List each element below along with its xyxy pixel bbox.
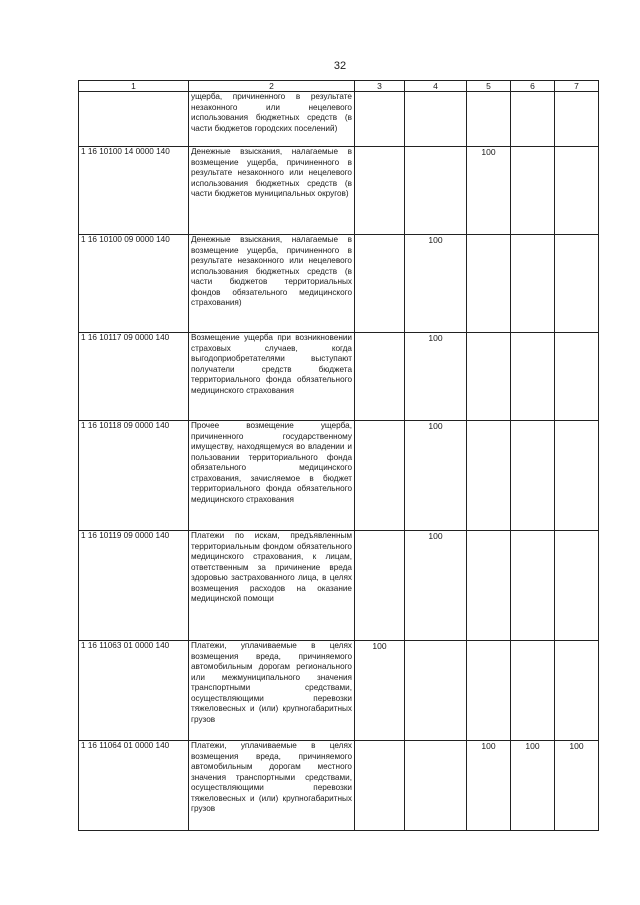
value-cell-col4: 100	[405, 531, 467, 641]
value-cell-col3	[355, 147, 405, 235]
budget-code-cell: 1 16 10119 09 0000 140	[79, 531, 189, 641]
value-cell-col6	[511, 641, 555, 741]
value-cell-col6	[511, 147, 555, 235]
value-cell-col5: 100	[467, 147, 511, 235]
description-cell: Денежные взыскания, налагаемые в возмещение ущерба, причиненного в результате незаконного или нецелевого использования бюджетных средств (в части бюджетов муниципальных округов)	[189, 147, 355, 235]
value-cell-col4	[405, 92, 467, 147]
value-cell-col7	[555, 641, 599, 741]
description-cell: Прочее возмещение ущерба, причиненного государственному имуществу, находящемуся во владении и пользовании территориального фонда обязательного медицинского страхования, зачисляемое в бюджет территориального фонда обязательного медицинского страхования	[189, 421, 355, 531]
value-cell-col5	[467, 531, 511, 641]
value-cell-col4: 100	[405, 421, 467, 531]
column-header: 5	[467, 81, 511, 92]
table-row	[79, 333, 599, 421]
budget-code-cell	[79, 92, 189, 147]
table-row	[79, 741, 599, 831]
value-cell-col3	[355, 235, 405, 333]
table-row	[79, 92, 599, 147]
value-cell-col6	[511, 531, 555, 641]
income-codes-table	[78, 80, 599, 831]
table-row	[79, 421, 599, 531]
table-header-row	[79, 81, 599, 92]
table-row	[79, 235, 599, 333]
value-cell-col4	[405, 641, 467, 741]
value-cell-col3	[355, 333, 405, 421]
value-cell-col4: 100	[405, 333, 467, 421]
value-cell-col7	[555, 531, 599, 641]
value-cell-col3: 100	[355, 641, 405, 741]
budget-code-cell: 1 16 10100 09 0000 140	[79, 235, 189, 333]
value-cell-col3	[355, 92, 405, 147]
budget-code-cell: 1 16 11063 01 0000 140	[79, 641, 189, 741]
value-cell-col7	[555, 421, 599, 531]
budget-code-cell: 1 16 10118 09 0000 140	[79, 421, 189, 531]
column-header: 6	[511, 81, 555, 92]
column-header: 2	[189, 81, 355, 92]
value-cell-col5: 100	[467, 741, 511, 831]
value-cell-col5	[467, 235, 511, 333]
value-cell-col7: 100	[555, 741, 599, 831]
budget-code-cell: 1 16 10117 09 0000 140	[79, 333, 189, 421]
value-cell-col5	[467, 333, 511, 421]
description-cell: Платежи, уплачиваемые в целях возмещения вреда, причиняемого автомобильным дорогам местного значения транспортными средствами, осуществляющими перевозки тяжеловесных и (или) крупногабаритных грузов	[189, 741, 355, 831]
description-cell: ущерба, причиненного в результате незаконного или нецелевого использования бюджетных средств (в части бюджетов городских поселений)	[189, 92, 355, 147]
column-header: 7	[555, 81, 599, 92]
budget-code-cell: 1 16 11064 01 0000 140	[79, 741, 189, 831]
value-cell-col7	[555, 147, 599, 235]
value-cell-col3	[355, 531, 405, 641]
value-cell-col7	[555, 333, 599, 421]
value-cell-col5	[467, 92, 511, 147]
value-cell-col6	[511, 92, 555, 147]
value-cell-col6	[511, 421, 555, 531]
page-number: 32	[333, 60, 347, 72]
column-header: 1	[79, 81, 189, 92]
value-cell-col6	[511, 235, 555, 333]
value-cell-col7	[555, 235, 599, 333]
description-cell: Возмещение ущерба при возникновении страховых случаев, когда выгодоприобретателями выступают получатели средств бюджета территориального фонда обязательного медицинского страхования	[189, 333, 355, 421]
description-cell: Денежные взыскания, налагаемые в возмещение ущерба, причиненного в результате незаконного или нецелевого использования бюджетных средств (в части бюджетов территориальных фондов обязательного медицинского страхования)	[189, 235, 355, 333]
value-cell-col4	[405, 741, 467, 831]
budget-code-cell: 1 16 10100 14 0000 140	[79, 147, 189, 235]
table-row	[79, 531, 599, 641]
value-cell-col5	[467, 421, 511, 531]
description-cell: Платежи по искам, предъявленным территориальным фондом обязательного медицинского страхования, к лицам, ответственным за причинение вреда здоровью застрахованного лица, в целях возмещения расходов на оказание медицинской помощи	[189, 531, 355, 641]
value-cell-col7	[555, 92, 599, 147]
column-header: 3	[355, 81, 405, 92]
column-header: 4	[405, 81, 467, 92]
description-cell: Платежи, уплачиваемые в целях возмещения вреда, причиняемого автомобильным дорогам регионального или межмуниципального значения транспортными средствами, осуществляющими перевозки тяжеловесных и (или) крупногабаритных грузов	[189, 641, 355, 741]
value-cell-col3	[355, 741, 405, 831]
value-cell-col6	[511, 333, 555, 421]
value-cell-col4	[405, 147, 467, 235]
value-cell-col4: 100	[405, 235, 467, 333]
value-cell-col6: 100	[511, 741, 555, 831]
table-row	[79, 147, 599, 235]
value-cell-col3	[355, 421, 405, 531]
value-cell-col5	[467, 641, 511, 741]
table-row	[79, 641, 599, 741]
